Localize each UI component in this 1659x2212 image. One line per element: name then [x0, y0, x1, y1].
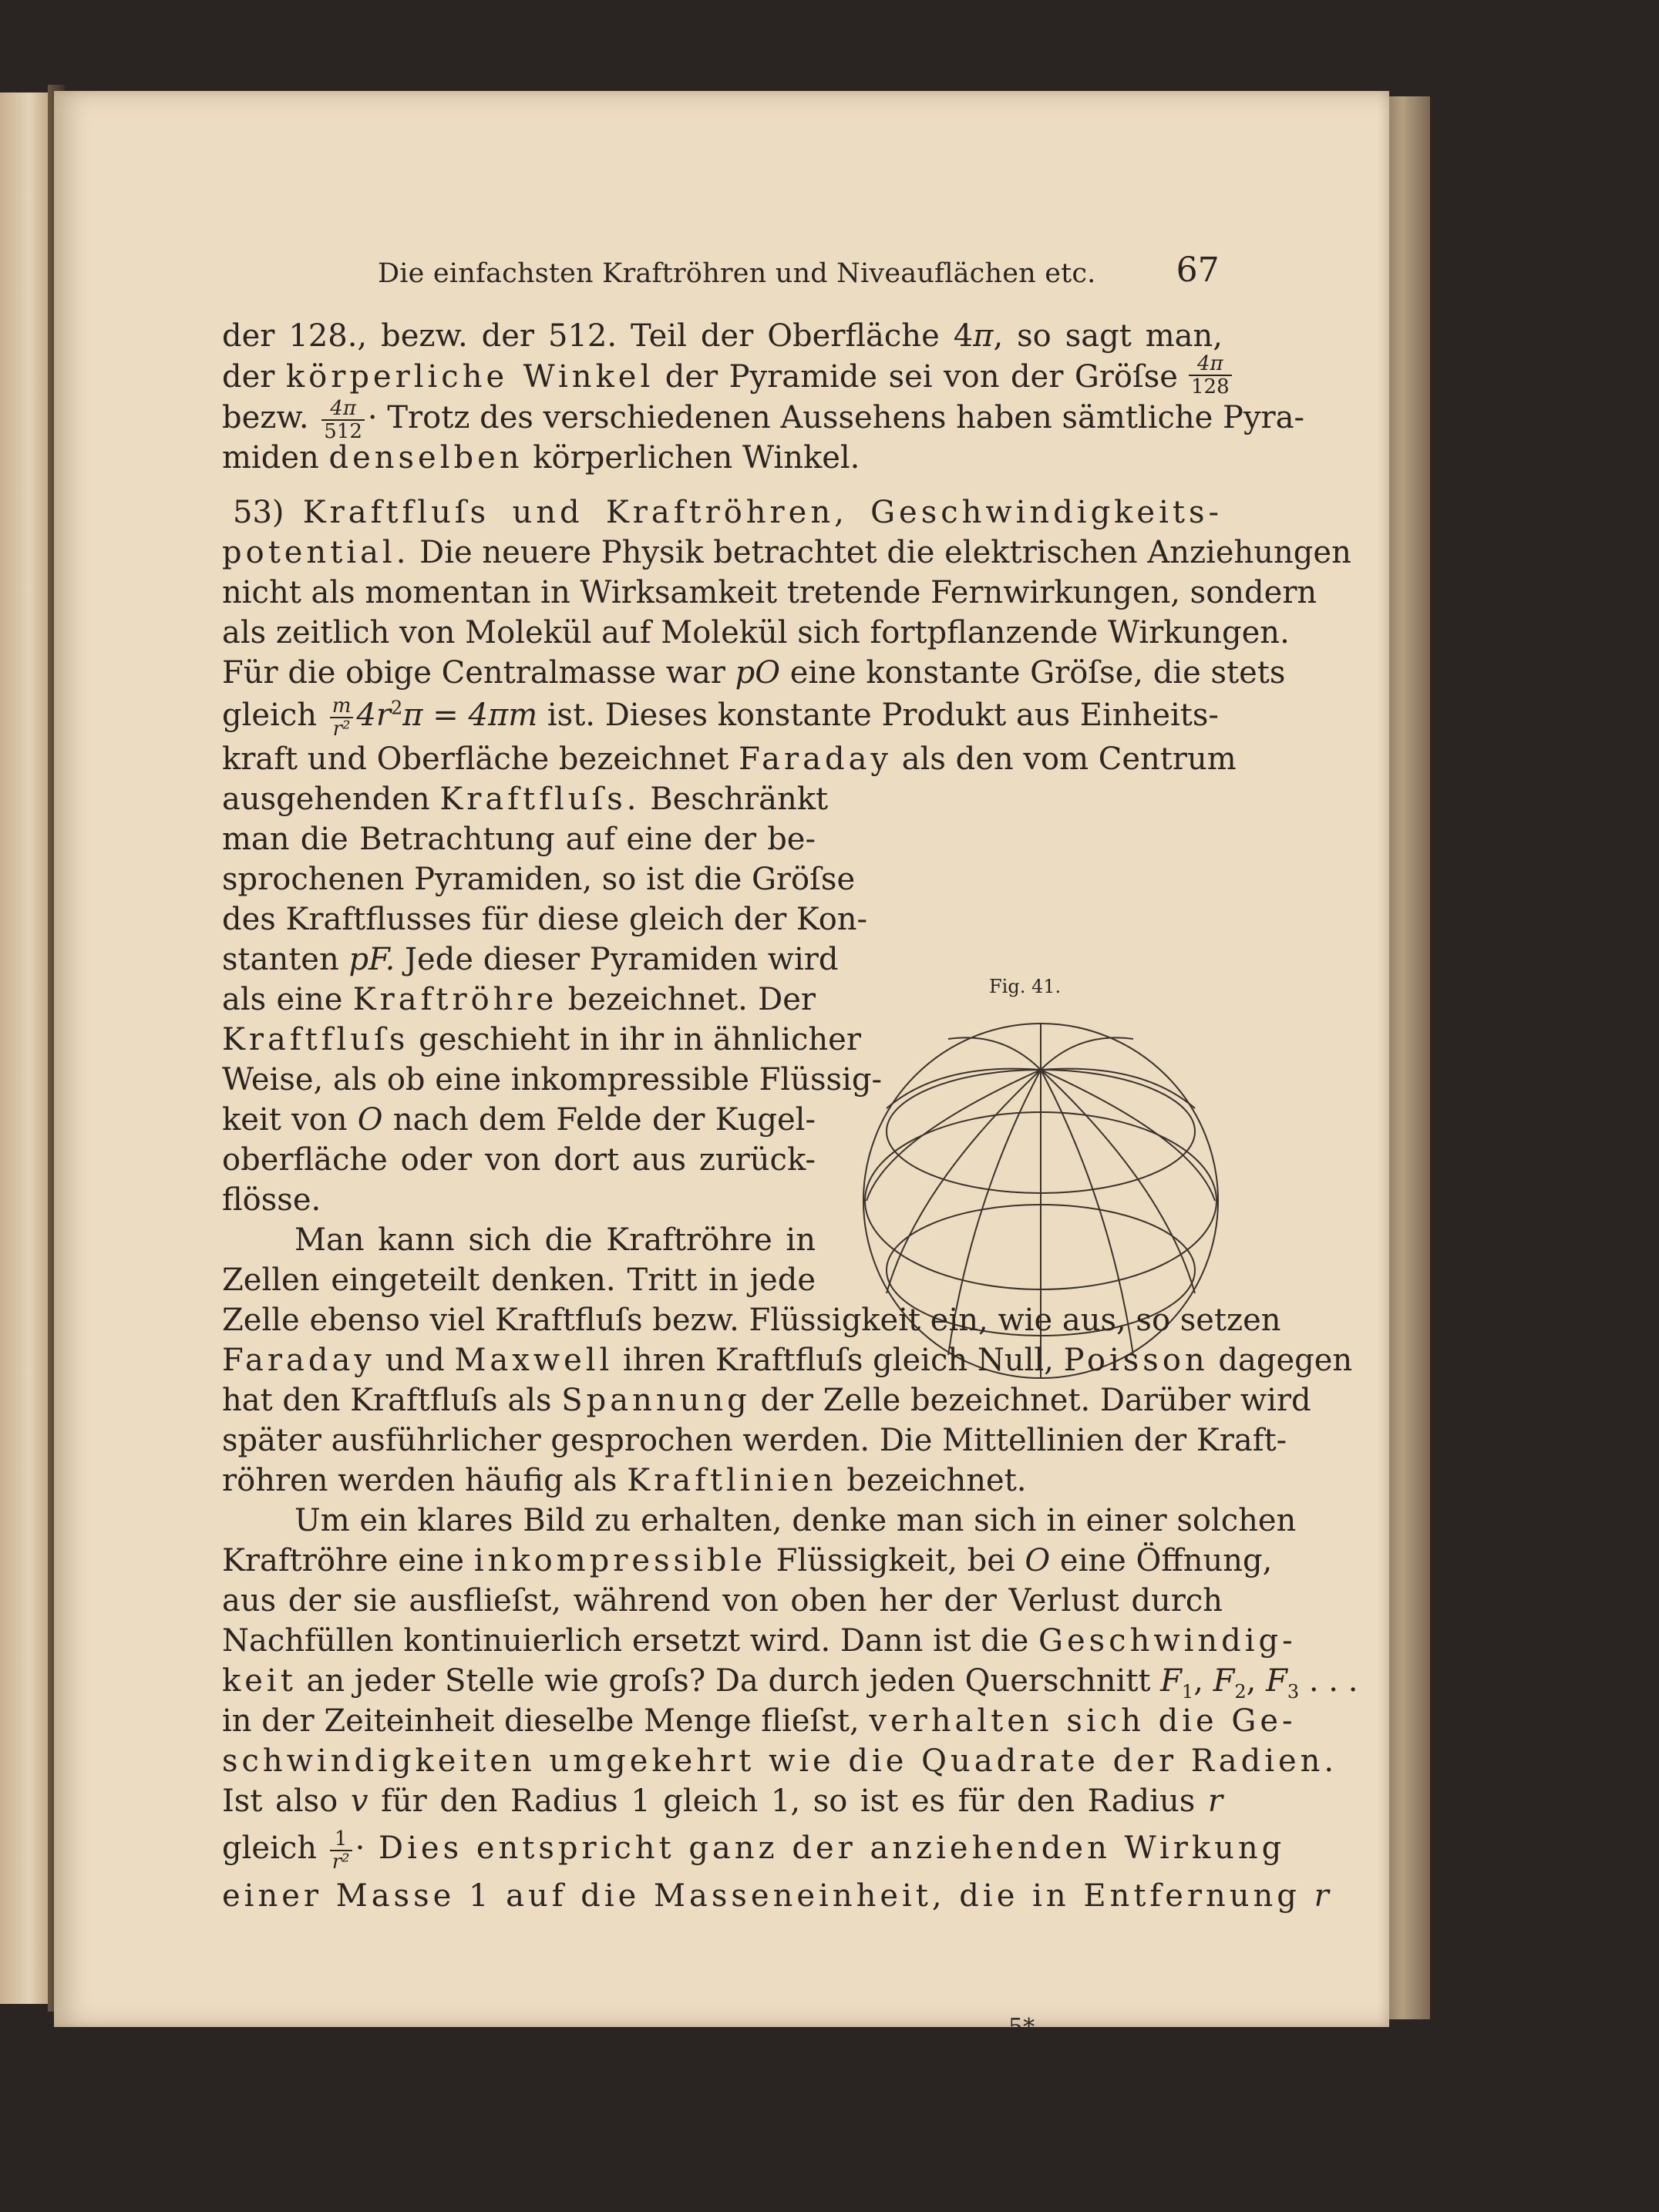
text-line: Faraday und Maxwell ihren Kraftfluſs gleich Null, Poisson dagegen [222, 1343, 1353, 1378]
book-page [54, 91, 1389, 2041]
text-line: röhren werden häufig als Kraftlinien bezeichnet. [222, 1463, 1027, 1498]
text-line: Zelle ebenso viel Kraftfluſs bezw. Flüssigkeit ein, wie aus, so setzen [222, 1303, 1281, 1338]
fraction: $\frac{1}{\text{r²}}$ [330, 1828, 352, 1873]
text-line: gleich $\frac{m}{\text{r²}}$ $4r^2\pi = 4\pi m$ ist. Dieses konstante Produkt aus Einheits- [222, 694, 1219, 741]
text-line: keit an jeder Stelle wie groſs? Da durch jeden Querschnitt $F_1$, $F_2$, $F_3$ . . . [222, 1663, 1358, 1703]
running-head [378, 250, 1233, 297]
text-line: sprochenen Pyramiden, so ist die Gröſse [222, 862, 856, 897]
text-line: einer Masse 1 auf die Masseneinheit, die in Entfernung r [222, 1878, 1329, 1914]
text-line: miden denselben körperlichen Winkel. [222, 440, 860, 476]
page-number: 67 [1176, 250, 1220, 290]
fraction: $\frac{4\pi}{512}$ [321, 398, 365, 442]
text-line: gleich $\frac{1}{\text{r²}}$ · Dies entspricht ganz der anziehenden Wirkung [222, 1827, 1286, 1874]
signature-mark: 5* [1008, 2014, 1035, 2041]
text-line: Um ein klares Bild zu erhalten, denke man sich in einer solchen [294, 1503, 1297, 1538]
text-line: aus der sie ausflieſst, während von oben her der Verlust durch [222, 1583, 1223, 1619]
text-line: kraft und Oberfläche bezeichnet Faraday als den vom Centrum [222, 741, 1237, 777]
text-line: flösse. [222, 1182, 321, 1218]
figure-label: Fig. 41. [989, 976, 1062, 997]
text-line: als eine Kraftröhre bezeichnet. Der [222, 982, 816, 1017]
text-line: Für die obige Centralmasse war pO eine konstante Gröſse, die stets [222, 655, 1286, 691]
fraction: $\frac{4\pi}{128}$ [1189, 353, 1232, 398]
left-page-edge [0, 92, 54, 2004]
text-line: des Kraftflusses für diese gleich der Kon- [222, 902, 868, 937]
text-line: potential. Die neuere Physik betrachtet die elektrischen Anziehungen [222, 535, 1351, 570]
text-line: stanten pF. Jede dieser Pyramiden wird [222, 942, 839, 977]
text-line: als zeitlich von Molekül auf Molekül sich fortpflanzende Wirkungen. [222, 615, 1290, 650]
text-line: Weise, als ob eine inkompressible Flüssig- [222, 1062, 882, 1098]
fraction: $\frac{m}{\text{r²}}$ [330, 695, 354, 740]
text-line: oberfläche oder von dort aus zurück- [222, 1142, 816, 1178]
text-line: ausgehenden Kraftfluſs. Beschränkt [222, 782, 829, 817]
text-line: der körperliche Winkel der Pyramide sei von der Gröſse [222, 359, 1178, 395]
text-line: bezw. $\frac{4\pi}{512}$ · Trotz des verschiedenen Aussehens haben sämtliche Pyra- [222, 397, 1305, 443]
section-heading: 53) Kraftfluſs und Kraftröhren, Geschwindigkeits- [233, 495, 1223, 530]
running-title: Die einfachsten Kraftröhren und Niveauflächen etc. [378, 258, 1096, 289]
text-line: hat den Kraftfluſs als Spannung der Zelle bezeichnet. Darüber wird [222, 1383, 1311, 1418]
text-line: der 128., bezw. der 512. Teil der Oberfläche 4π, so sagt man, [222, 318, 1223, 354]
text-line: schwindigkeiten umgekehrt wie die Quadrate der Radien. [222, 1743, 1338, 1779]
text-line: Man kann sich die Kraftröhre in [294, 1222, 816, 1258]
text-line: Kraftröhre eine inkompressible Flüssigkeit, bei O eine Öffnung, [222, 1543, 1273, 1578]
text-line: keit von O nach dem Felde der Kugel- [222, 1102, 816, 1138]
text-line: nicht als momentan in Wirksamkeit tretende Fernwirkungen, sondern [222, 575, 1317, 610]
text-line: Zellen eingeteilt denken. Tritt in jede [222, 1262, 816, 1298]
text-line: Ist also v für den Radius 1 gleich 1, so ist es für den Radius r [222, 1783, 1223, 1819]
text-line: Kraftfluſs geschieht in ihr in ähnlicher [222, 1022, 861, 1057]
text-line: Nachfüllen kontinuierlich ersetzt wird. Dann ist die Geschwindig- [222, 1623, 1297, 1659]
book-cover-edge [1384, 96, 1430, 2019]
text-line: später ausführlicher gesprochen werden. Die Mittellinien der Kraft- [222, 1423, 1287, 1458]
text-line: in der Zeiteinheit dieselbe Menge flieſst, verhalten sich die Ge- [222, 1703, 1297, 1739]
text-line: man die Betrachtung auf eine der be- [222, 822, 816, 857]
